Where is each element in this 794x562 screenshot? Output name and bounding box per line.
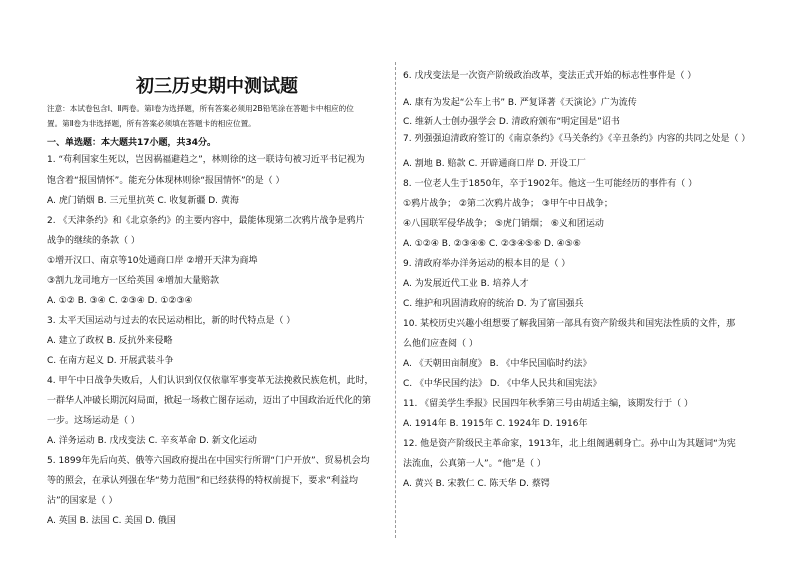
question-line: 11. 《留美学生季报》民国四年秋季第三号由胡适主编，该期发行于（ ） bbox=[403, 399, 694, 409]
question-line: A. 1914年 B. 1915年 C. 1924年 D. 1916年 bbox=[403, 419, 588, 429]
question-line: C. 维护和巩固清政府的统治 D. 为了富国强兵 bbox=[403, 299, 584, 309]
question-line: A. 康有为发起“公车上书” B. 严复译著《天演论》广为流传 bbox=[403, 98, 637, 108]
question-line: 3. 太平天国运动与过去的农民运动相比，新的时代特点是（ ） bbox=[47, 316, 296, 326]
notice-line: 置。第Ⅱ卷为非选择题，所有答案必须填在答题卡的相应位置。 bbox=[47, 119, 256, 128]
question-line: A. 英国 B. 法国 C. 美国 D. 俄国 bbox=[47, 516, 176, 526]
question-line: 饱含着“报国情怀”。能充分体现林则徐“报国情怀”的是（ ） bbox=[47, 176, 285, 186]
question-line: A. 建立了政权 B. 反抗外来侵略 bbox=[47, 336, 173, 346]
question-line: 10. 某校历史兴趣小组想要了解我国第一部具有资产阶级共和国宪法性质的文件，那 bbox=[403, 319, 736, 329]
column-divider bbox=[395, 62, 396, 538]
question-line: 法流血，公真第一人”。“他”是（ ） bbox=[403, 459, 546, 469]
question-line: 4. 甲午中日战争失败后，人们认识到仅仅依靠军事变革无法挽救民族危机，此时， bbox=[47, 376, 374, 386]
question-line: 9. 清政府举办洋务运动的根本目的是（ ） bbox=[403, 259, 571, 269]
question-line: 8. 一位老人生于1850年，卒于1902年。他这一生可能经历的事件有（ ） bbox=[403, 179, 698, 189]
question-line: ④八国联军侵华战争； ⑤虎门销烟； ⑥义和团运动 bbox=[403, 219, 604, 229]
page-title: 初三历史期中测试题 bbox=[136, 76, 298, 97]
question-line: 沾”的国家是（ ） bbox=[47, 496, 118, 506]
question-line: C. 维新人士创办强学会 D. 清政府颁布“明定国是”诏书 bbox=[403, 117, 620, 127]
section-heading: 一、单选题：本大题共17小题，共34分。 bbox=[47, 138, 217, 148]
question-line: 7. 列强强迫清政府签订的《南京条约》《马关条约》《辛丑条约》内容的共同之处是（ ） bbox=[403, 134, 751, 144]
question-line: A. 洋务运动 B. 戊戌变法 C. 辛亥革命 D. 新文化运动 bbox=[47, 436, 257, 446]
question-line: 2. 《天津条约》和《北京条约》的主要内容中，最能体现第二次鸦片战争是鸦片 bbox=[47, 216, 365, 226]
question-line: 一群华人冲破长期沉闷局面，掀起一场救亡图存运动，迈出了中国政治近代化的第 bbox=[47, 396, 372, 406]
question-line: ①鸦片战争； ②第二次鸦片战争； ③甲午中日战争； bbox=[403, 199, 613, 209]
question-line: 6. 戊戌变法是一次资产阶级政治改革，变法正式开始的标志性事件是（ ） bbox=[403, 71, 697, 81]
question-line: 等的照会，在承认列强在华“势力范围”和已经获得的特权前提下，要求“利益均 bbox=[47, 476, 358, 486]
question-line: 战争的继续的条款（ ） bbox=[47, 236, 140, 246]
question-line: ①增开汉口、南京等10处通商口岸 ②增开天津为商埠 bbox=[47, 256, 258, 266]
question-line: A. 虎门销烟 B. 三元里抗英 C. 收复新疆 D. 黄海 bbox=[47, 196, 239, 206]
question-line: A. ①② B. ③④ C. ②③④ D. ①②③④ bbox=[47, 296, 193, 306]
question-line: ③割九龙司地方一区给英国 ④增加大量赔款 bbox=[47, 276, 219, 286]
question-line: A. 黄兴 B. 宋教仁 C. 陈天华 D. 蔡锷 bbox=[403, 479, 550, 489]
notice-line: 注意：本试卷包含Ⅰ、Ⅱ两卷。第Ⅰ卷为选择题，所有答案必须用2B铅笔涂在答题卡中相应的位 bbox=[47, 104, 354, 113]
question-line: 1. “苟利国家生死以，岂因祸福避趋之”，林则徐的这一联诗句被习近平书记视为 bbox=[47, 155, 365, 165]
question-line: 5. 1899年先后向英、俄等六国政府提出在中国实行所谓“门户开放”、贸易机会均 bbox=[47, 456, 370, 466]
question-line: 么他们应查阅（ ） bbox=[403, 339, 478, 349]
question-line: 一步。这场运动是（ ） bbox=[47, 416, 140, 426]
question-line: A. 《天朝田亩制度》 B. 《中华民国临时约法》 bbox=[403, 359, 592, 369]
question-line: A. 割地 B. 赔款 C. 开辟通商口岸 D. 开设工厂 bbox=[403, 159, 586, 169]
question-line: 12. 他是资产阶级民主革命家，1913年，北上组阁遇刺身亡。孙中山为其题词“为宪 bbox=[403, 439, 736, 449]
question-line: A. ①②④ B. ②③④⑥ C. ②③④⑤⑥ D. ④⑤⑥ bbox=[403, 239, 581, 249]
question-line: C. 在南方起义 D. 开展武装斗争 bbox=[47, 356, 174, 366]
question-line: A. 为发展近代工业 B. 培养人才 bbox=[403, 279, 529, 289]
question-line: C. 《中华民国约法》 D. 《中华人民共和国宪法》 bbox=[403, 379, 602, 389]
